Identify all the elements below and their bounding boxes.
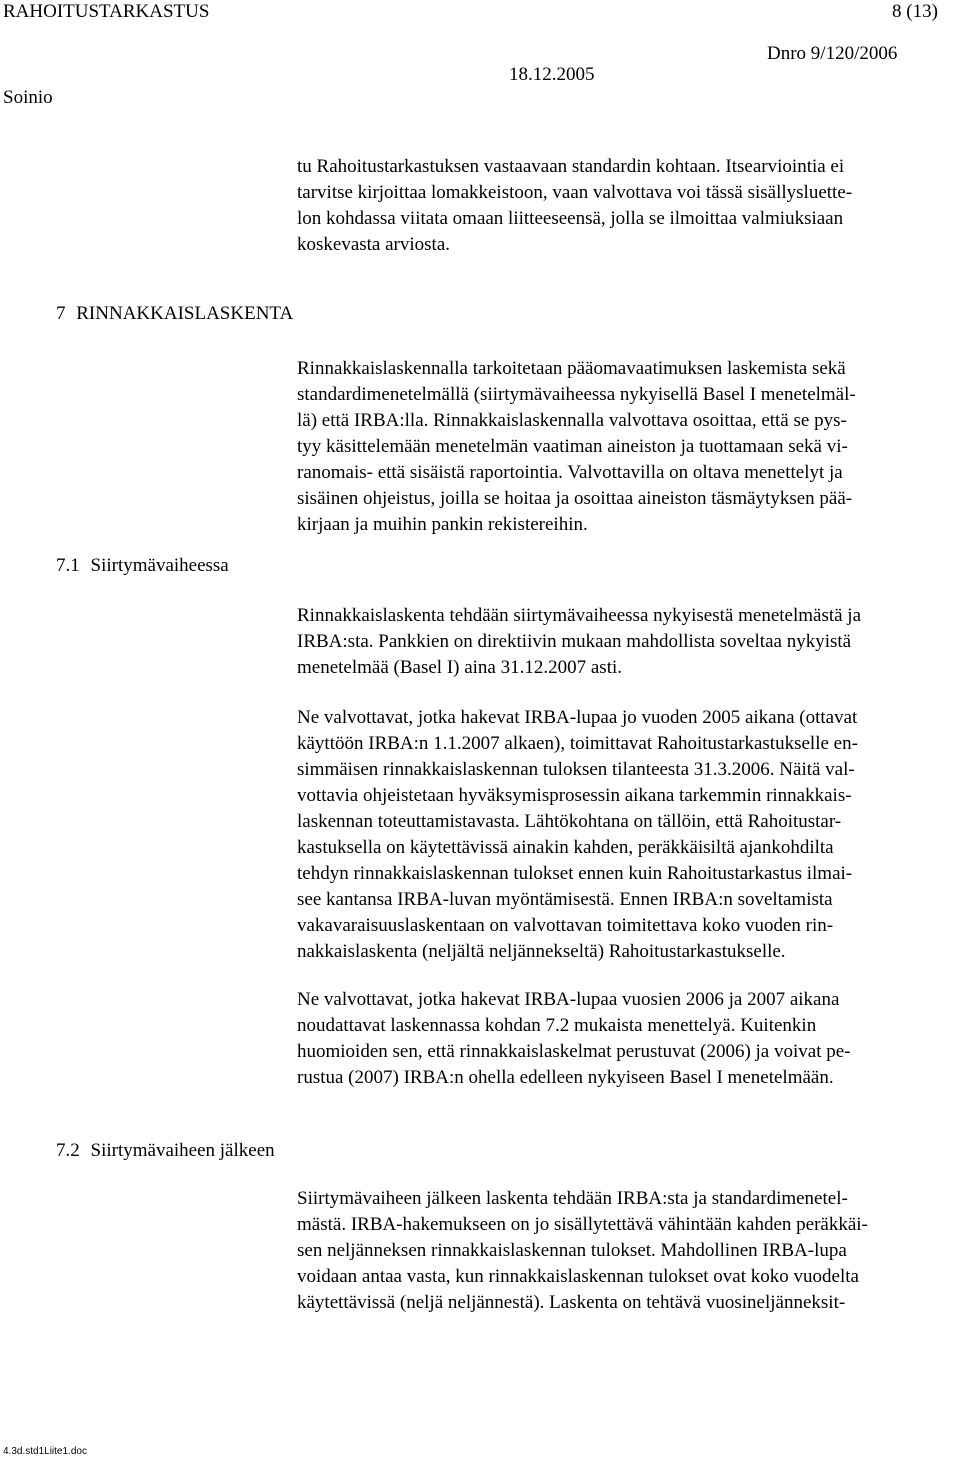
text-line: Rinnakkaislaskennalla tarkoitetaan pääomavaatimuksen laskemista sekä <box>297 358 846 379</box>
text-line: mästä. IRBA-hakemukseen on jo sisällytettävä vähintään kahden peräkkäi- <box>297 1214 868 1235</box>
section-7-1-heading <box>56 554 229 578</box>
text-line: rustua (2007) IRBA:n ohella edelleen nykyiseen Basel I menetelmään. <box>297 1067 834 1088</box>
section-7-1-paragraph-1 <box>297 603 960 681</box>
text-line: sen neljänneksen rinnakkaislaskennan tulokset. Mahdollinen IRBA-lupa <box>297 1240 847 1261</box>
text-line: standardimenetelmällä (siirtymävaiheessa nykyisellä Basel I menetelmäl- <box>297 384 856 405</box>
footer-filename: 4.3d.std1Liite1.doc <box>3 1446 87 1457</box>
section-7-1-paragraph-2 <box>297 705 960 965</box>
section-7-2-paragraph <box>297 1186 960 1316</box>
text-line: lon kohdassa viitata omaan liitteeseensä, jolla se ilmoittaa valmiuksiaan <box>297 208 844 229</box>
text-line: Siirtymävaiheen jälkeen laskenta tehdään IRBA:sta ja standardimenetel- <box>297 1188 848 1209</box>
text-line: kastuksella on käytettävissä ainakin kahden, peräkkäisiltä ajankohdilta <box>297 837 834 858</box>
header-date: 18.12.2005 <box>509 64 595 85</box>
header-page-number: 8 (13) <box>892 1 938 22</box>
text-line: laskennan toteuttamistavasta. Lähtökohtana on tällöin, että Rahoitustar- <box>297 811 842 832</box>
section-number: 7 <box>56 303 66 324</box>
intro-paragraph <box>297 154 960 258</box>
text-line: Ne valvottavat, jotka hakevat IRBA-lupaa jo vuoden 2005 aikana (ottavat <box>297 707 858 728</box>
section-title: Siirtymävaiheessa <box>90 555 229 576</box>
text-line: vakavaraisuuslaskentaan on valvottavan toimitettava koko vuoden rin- <box>297 915 834 936</box>
text-line: simmäisen rinnakkaislaskennan tuloksen tilanteesta 31.3.2006. Näitä val- <box>297 759 855 780</box>
text-line: ranomais- että sisäistä raportointia. Valvottavilla on oltava menettelyt ja <box>297 462 843 483</box>
text-line: käytettävissä (neljä neljännestä). Laskenta on tehtävä vuosineljänneksit- <box>297 1292 846 1313</box>
section-title: RINNAKKAISLASKENTA <box>76 303 294 324</box>
header-classification: Soinio <box>3 87 53 108</box>
section-7-heading <box>56 302 293 326</box>
section-title: Siirtymävaiheen jälkeen <box>90 1140 275 1161</box>
text-line: nakkaislaskenta (neljältä neljännekseltä) Rahoitustarkastukselle. <box>297 941 786 962</box>
text-line: sisäinen ohjeistus, joilla se hoitaa ja osoittaa aineiston täsmäytyksen pää- <box>297 488 853 509</box>
section-number: 7.1 <box>56 555 80 576</box>
text-line: tyy käsittelemään menetelmän vaatiman aineiston ja tuottamaan sekä vi- <box>297 436 848 457</box>
text-line: tarvitse kirjoittaa lomakkeistoon, vaan valvottava voi tässä sisällysluette- <box>297 182 853 203</box>
text-line: lä) että IRBA:lla. Rinnakkaislaskennalla valvottava osoittaa, että se pys- <box>297 410 847 431</box>
header-organization: RAHOITUSTARKASTUS <box>3 1 210 22</box>
text-line: koskevasta arviosta. <box>297 234 451 255</box>
header-dnro: Dnro 9/120/2006 <box>767 43 898 64</box>
section-7-paragraph <box>297 356 960 538</box>
text-line: Rinnakkaislaskenta tehdään siirtymävaiheessa nykyisestä menetelmästä ja <box>297 605 862 626</box>
text-line: voidaan antaa vasta, kun rinnakkaislaskennan tulokset ovat koko vuodelta <box>297 1266 859 1287</box>
text-line: tu Rahoitustarkastuksen vastaavaan standardin kohtaan. Itsearviointia ei <box>297 156 845 177</box>
text-line: IRBA:sta. Pankkien on direktiivin mukaan mahdollista soveltaa nykyistä <box>297 631 852 652</box>
text-line: see kantansa IRBA-luvan myöntämisestä. Ennen IRBA:n soveltamista <box>297 889 833 910</box>
section-7-1-paragraph-3 <box>297 987 960 1091</box>
section-number: 7.2 <box>56 1140 80 1161</box>
text-line: vottavia ohjeistetaan hyväksymisprosessin aikana tarkemmin rinnakkais- <box>297 785 852 806</box>
section-7-2-heading <box>56 1139 275 1163</box>
text-line: kirjaan ja muihin pankin rekistereihin. <box>297 514 588 535</box>
text-line: tehdyn rinnakkaislaskennan tulokset ennen kuin Rahoitustarkastus ilmai- <box>297 863 853 884</box>
text-line: menetelmää (Basel I) aina 31.12.2007 asti. <box>297 657 623 678</box>
text-line: noudattavat laskennassa kohdan 7.2 mukaista menettelyä. Kuitenkin <box>297 1015 817 1036</box>
text-line: huomioiden sen, että rinnakkaislaskelmat perustuvat (2006) ja voivat pe- <box>297 1041 851 1062</box>
text-line: Ne valvottavat, jotka hakevat IRBA-lupaa vuosien 2006 ja 2007 aikana <box>297 989 840 1010</box>
text-line: käyttöön IRBA:n 1.1.2007 alkaen), toimittavat Rahoitustarkastukselle en- <box>297 733 858 754</box>
